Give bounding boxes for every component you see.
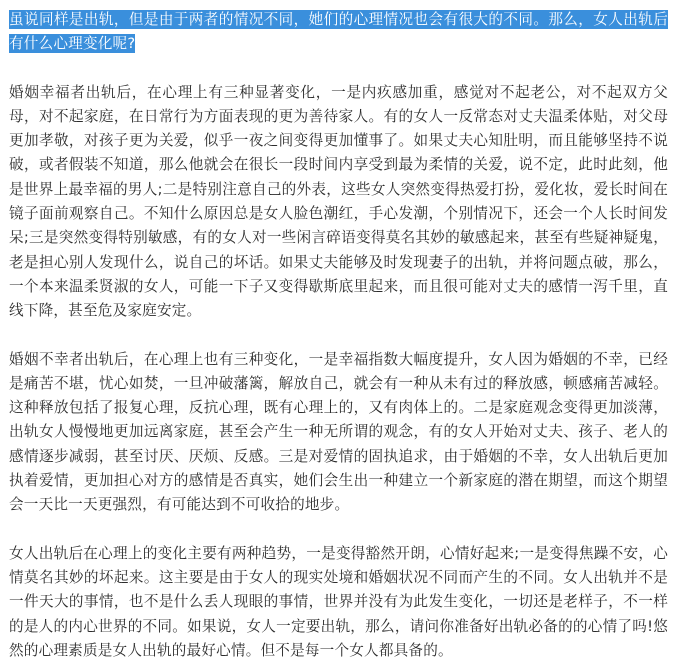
intro-paragraph	[9, 8, 668, 57]
paragraph-happy-marriage: 婚姻幸福者出轨后，在心理上有三种显著变化，一是内疚感加重，感觉对不起老公，对不起双方父母，对不起家庭，在日常行为方面表现的更为善待家人。有的女人一反常态对丈夫温柔体贴，对父母更加孝敬，对孩子更为关爱，似乎一夜之间变得更加懂事了。如果丈夫心知肚明，而且能够坚持不说破，或者假装不知道，那么他就会在很长一段时间内享受到最为柔情的关爱，说不定，此时此刻，他是世界上最幸福的男人;二是特别注意自己的外表，这些女人突然变得热爱打扮，爱化妆，爱长时间在镜子面前观察自己。不知什么原因总是女人脸色潮红，手心发潮，个别情况下，还会一个人长时间发呆;三是突然变得特别敏感，有的女人对一些闲言碎语变得莫名其妙的敏感起来，甚至有些疑神疑鬼，老是担心别人发现什么，说自己的坏话。如果丈夫能够及时发现妻子的出轨，并将问题点破，那么，一个本来温柔贤淑的女人，可能一下子又变得歇斯底里起来，而且很可能对丈夫的感情一泻千里，直线下降，甚至危及家庭安定。	[9, 83, 668, 320]
paragraph-summary: 女人出轨后在心理上的变化主要有两种趋势，一是变得豁然开朗，心情好起来;一是变得焦躁不安，心情莫名其妙的坏起来。这主要是由于女人的现实处境和婚姻状况不同而产生的不同。女人出轨并不是一件天大的事情，也不是什么丢人现眼的事情，世界并没有为此发生变化，一切还是老样子，不一样的是人的内心世界的不同。如果说，女人一定要出轨，那么，请问你准备好出轨必备的的心情了吗!悠然的心理素质是女人出轨的最好心情。但不是每一个女人都具备的。	[9, 544, 668, 659]
selected-text-highlight[interactable]: 虽说同样是出轨，但是由于两者的情况不同，她们的心理情况也会有很大的不同。那么，女人出轨后有什么心理变化呢?	[9, 11, 668, 53]
paragraph-unhappy-marriage: 婚姻不幸者出轨后，在心理上也有三种变化，一是幸福指数大幅度提升，女人因为婚姻的不幸，已经是痛苦不堪，忧心如焚，一旦冲破藩篱，解放自己，就会有一种从未有过的释放感，顿感痛苦减轻。这种释放包括了报复心理，反抗心理，既有心理上的，又有肉体上的。二是家庭观念变得更加淡薄，出轨女人慢慢地更加远离家庭，甚至会产生一种无所谓的观念，有的女人开始对丈夫、孩子、老人的感情逐步减弱，甚至讨厌、厌烦、反感。三是对爱情的固执追求，由于婚姻的不幸，女人出轨后更加执着爱情，更加担心对方的感情是否真实，她们会生出一种建立一个新家庭的潜在期望，而这个期望会一天比一天更强烈，有可能达到不可收拾的地步。	[9, 350, 668, 514]
